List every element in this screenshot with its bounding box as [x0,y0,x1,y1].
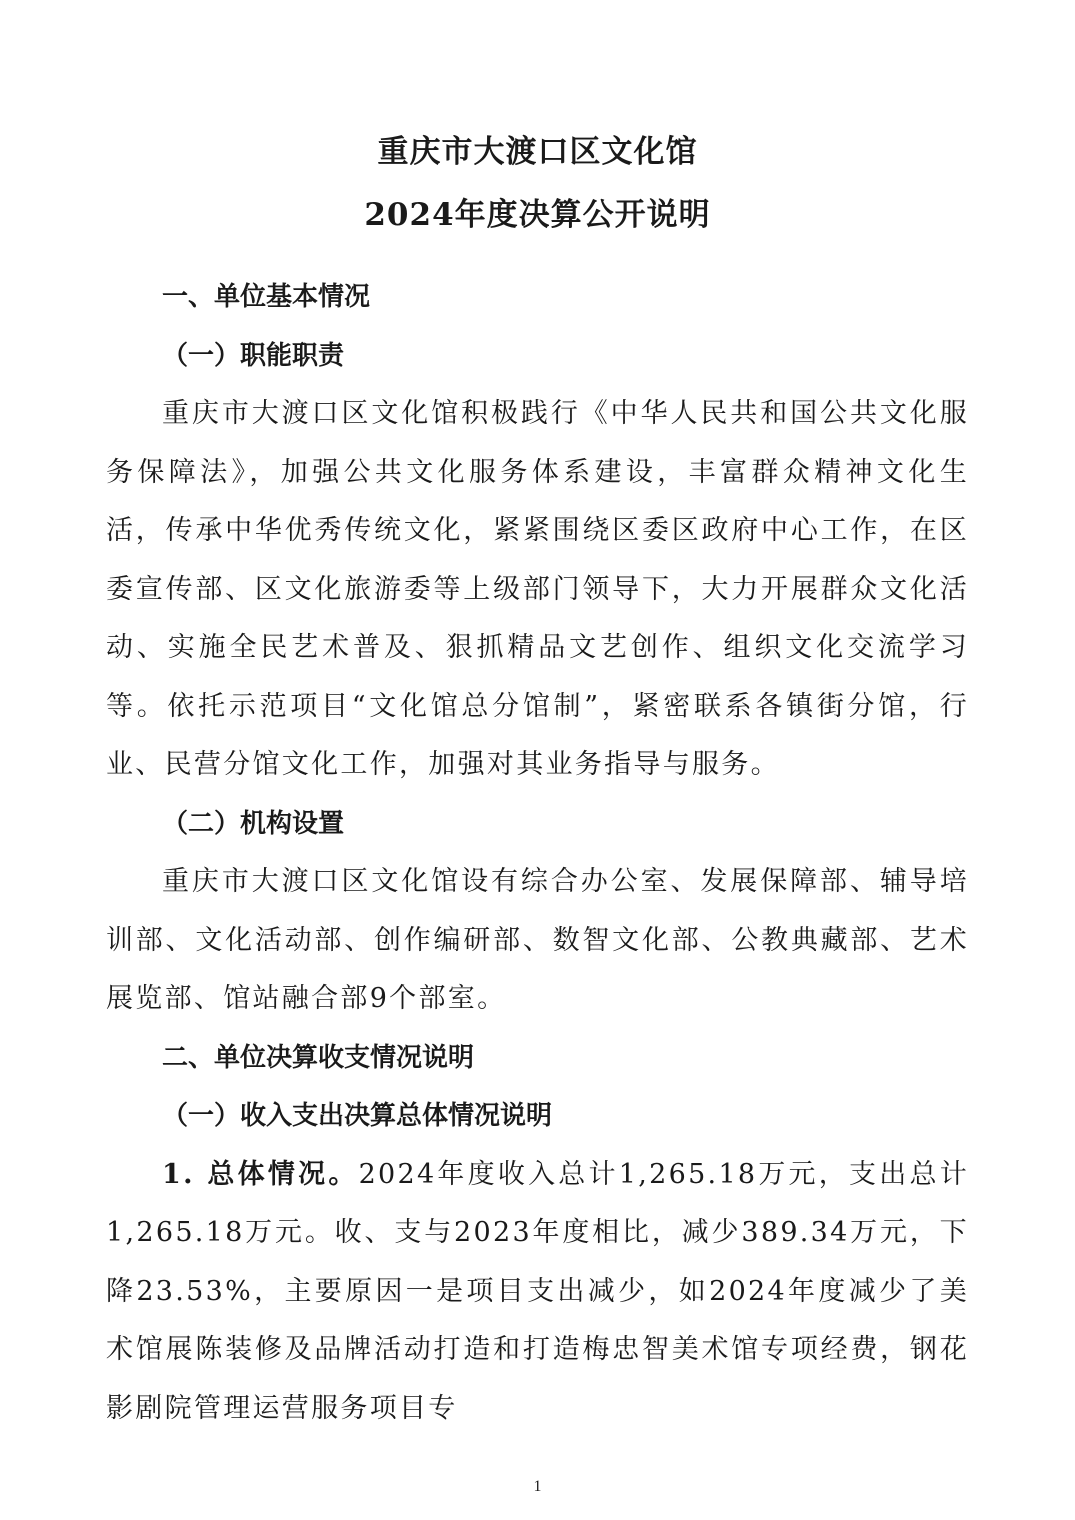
paragraph-organization: 重庆市大渡口区文化馆设有综合办公室、发展保障部、辅导培训部、文化活动部、创作编研部、数智文化部、公教典藏部、艺术展览部、馆站融合部9个部室。 [106,866,969,1014]
paragraph-functions: 重庆市大渡口区文化馆积极践行《中华人民共和国公共文化服务保障法》，加强公共文化服务体系建设，丰富群众精神文化生活，传承中华优秀传统文化，紧紧围绕区委区政府中心工作，在区委宣传部、区文化旅游委等上级部门领导下，大力开展群众文化活动、实施全民艺术普及、狠抓精品文艺创作、组织文化交流学习等。依托示范项目“文化馆总分馆制”，紧密联系各镇街分馆，行业、民营分馆文化工作，加强对其业务指导与服务。 [106,398,969,780]
section-heading-budget: 二、单位决算收支情况说明 [162,1042,475,1073]
page-number: 1 [533,1478,542,1495]
document-title-line2: 2024年度决算公开说明 [364,197,711,233]
paragraph-overall [106,1146,969,1439]
document-body [106,268,969,1438]
section-heading-basic-info: 一、单位基本情况 [162,282,371,312]
document-title-line1: 重庆市大渡口区文化馆 [377,134,698,170]
subsection-heading-organization: （二）机构设置 [162,808,345,839]
paragraph-lead: 1. 总体情况。 [162,1158,359,1190]
paragraph-overall-text: 2024年度收入总计1,265.18万元，支出总计1,265.18万元。收、支与2023年度相比，减少389.34万元，下降23.53%，主要原因一是项目支出减少，如2024年度减少了美术馆展陈装修及品牌活动打造和打造梅忠智美术馆专项经费，钢花影剧院管理运营服务项目专 [106,1158,969,1424]
subsection-heading-income-expense: （一）收入支出决算总体情况说明 [162,1101,553,1131]
subsection-heading-functions: （一）职能职责 [162,340,345,371]
